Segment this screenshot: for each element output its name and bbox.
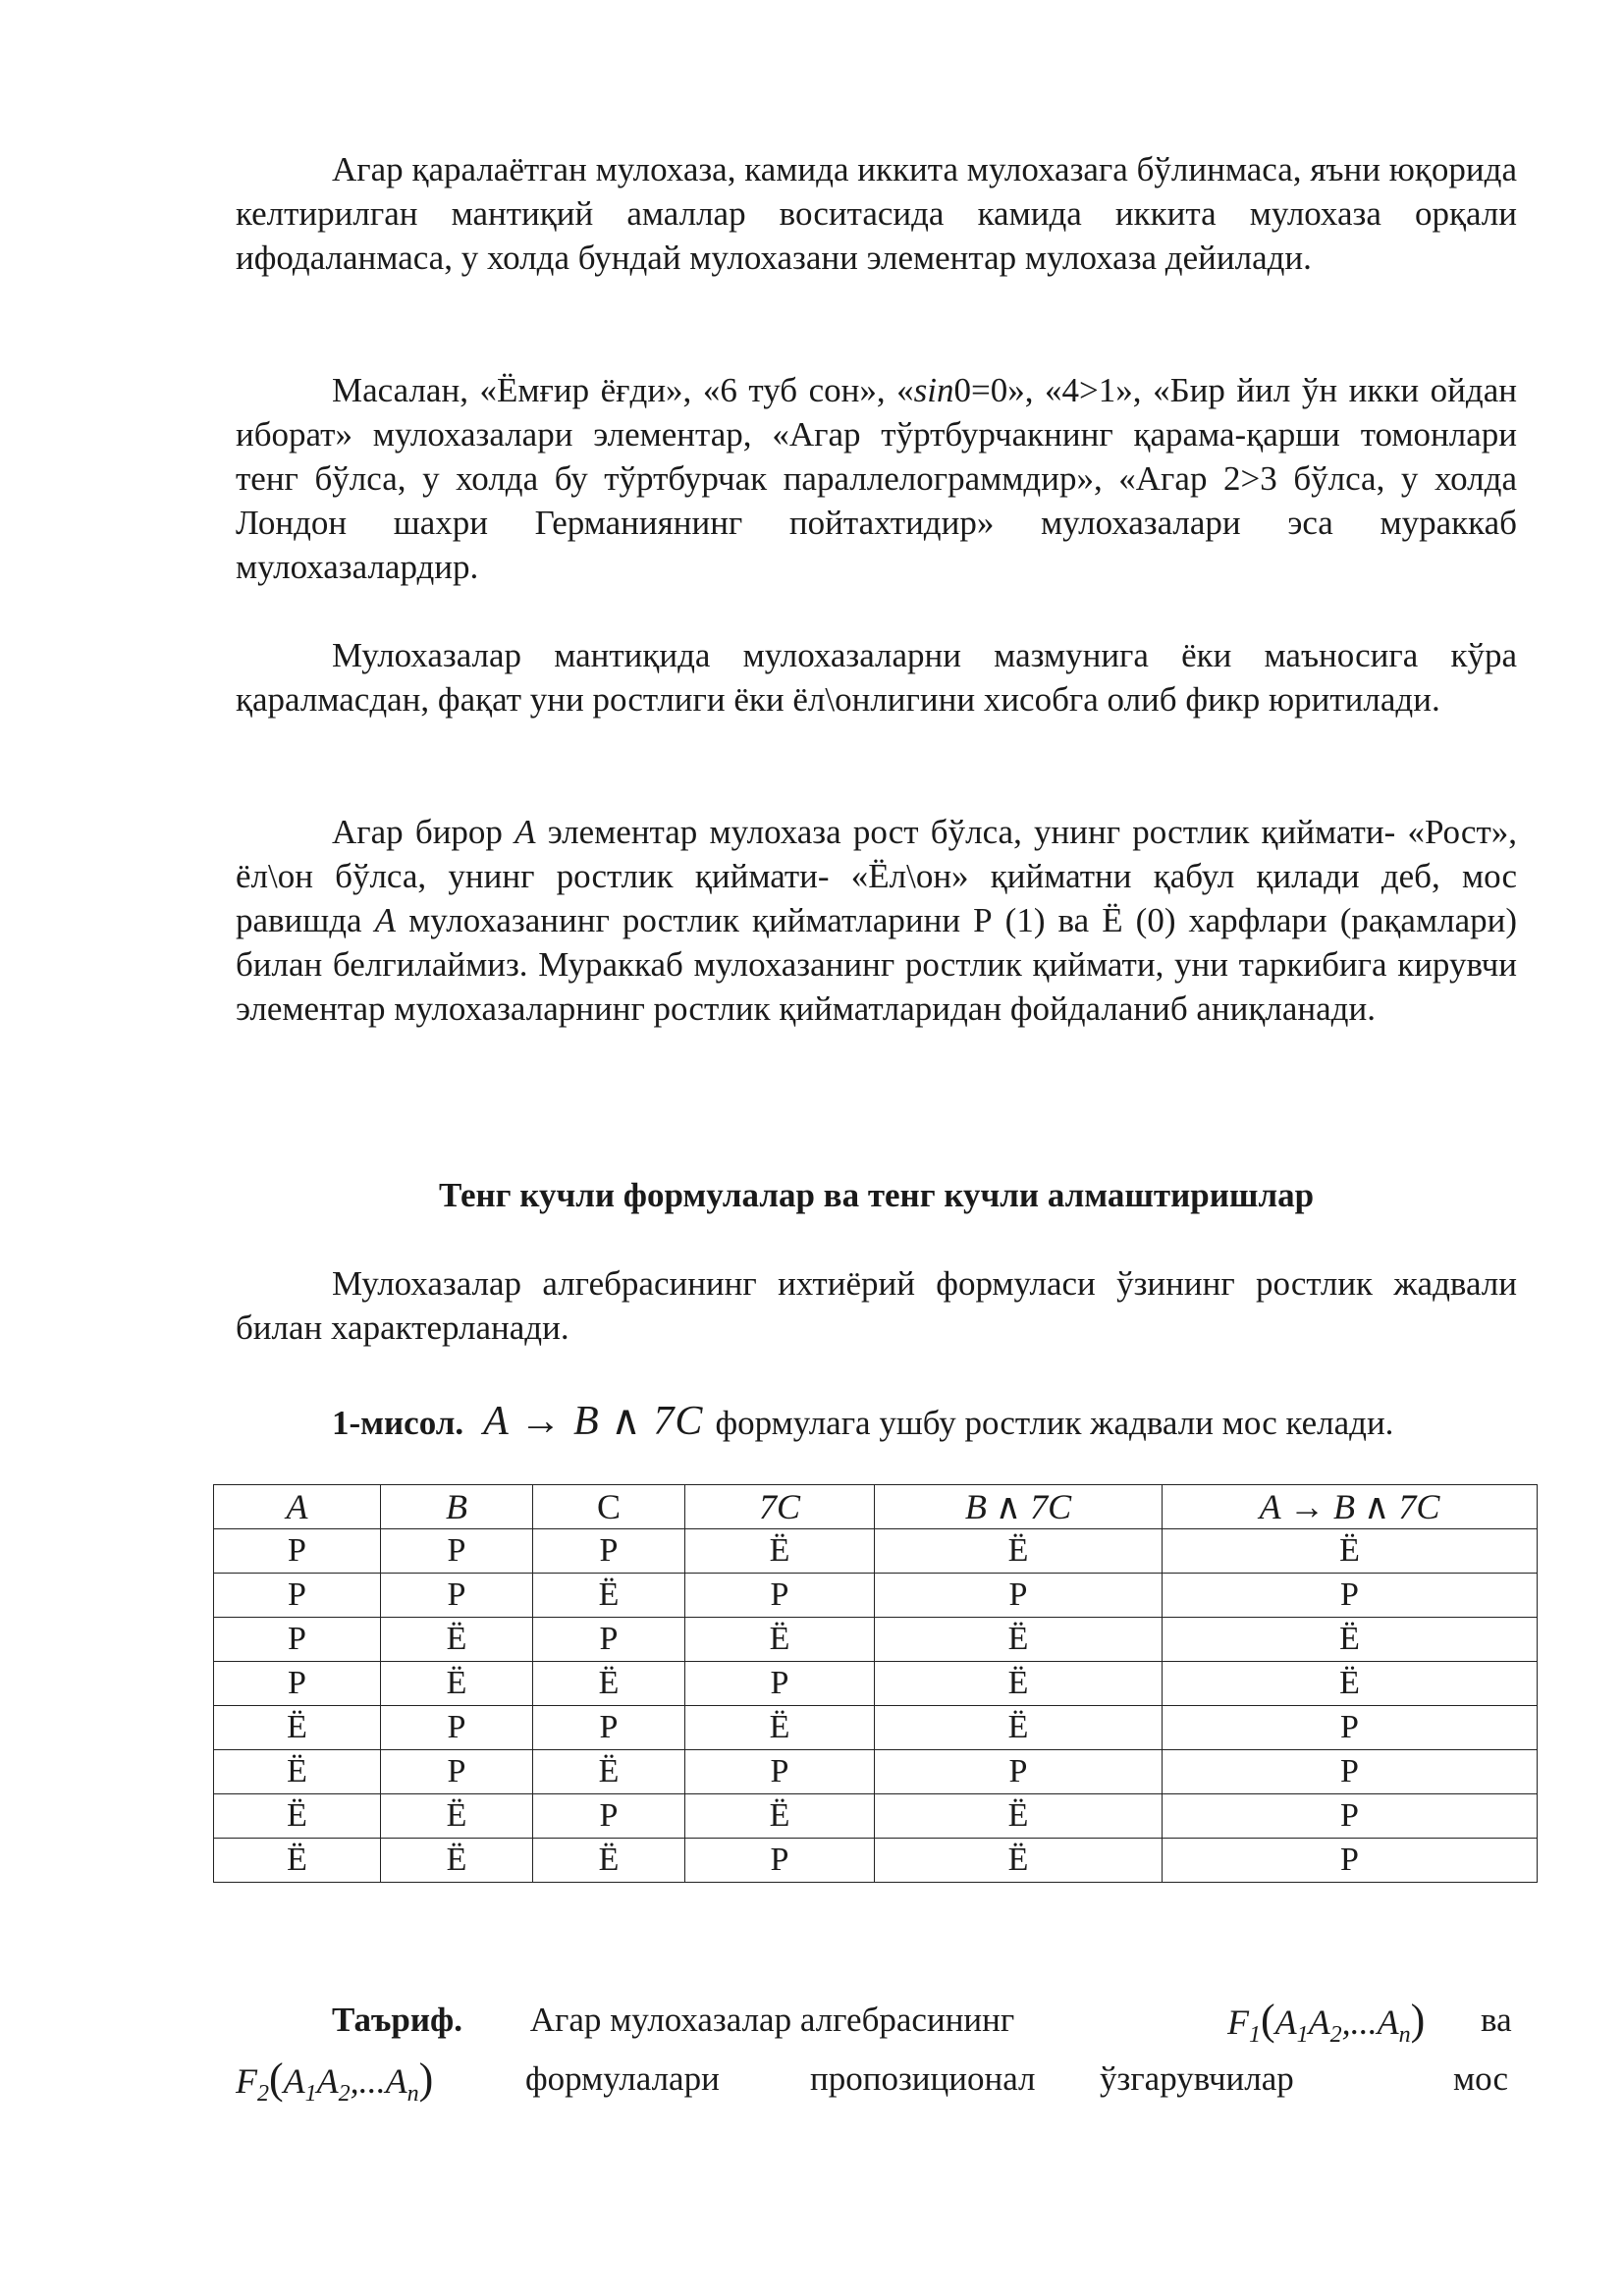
header-cell-b: B [381, 1485, 533, 1529]
table-cell: Ё [1163, 1662, 1538, 1706]
example-label: 1-мисол. [332, 1404, 464, 1442]
table-cell: Р [685, 1574, 875, 1618]
table-cell: Ё [533, 1662, 685, 1706]
paragraph-examples: Масалан, «Ёмғир ёғди», «6 туб сон», «sin0=0», «4>1», «Бир йил ўн икки ойдан иборат» мулохазалари элементар, «Агар тўртбурчакнинг қарама-қарши томонлари тенг бўлса, у холда бу тўртбурчак параллелограммдир», «Агар 2>3 бўлса, у холда Лондон шахри Германиянинг пойтахтидир» мулохазалари эса мураккаб мулохазалардир. [236, 371, 1517, 586]
table-cell: Ё [381, 1618, 533, 1662]
definition-line-1 [236, 1993, 1517, 2047]
header-cell-a: A [214, 1485, 381, 1529]
table-cell: Р [1163, 1839, 1538, 1883]
table-cell: Ё [214, 1839, 381, 1883]
table-cell: Ё [381, 1794, 533, 1839]
header-cell-not-c: 7C [685, 1485, 875, 1529]
header-cell-c: C [533, 1485, 685, 1529]
table-cell: Ё [875, 1529, 1163, 1574]
table-cell: Р [1163, 1794, 1538, 1839]
formula-f2: $F_2(A_1A_2,...A_n)$ [236, 2055, 434, 2108]
table-cell: Ё [533, 1750, 685, 1794]
table-cell: Ё [381, 1839, 533, 1883]
table-cell: Р [875, 1750, 1163, 1794]
table-cell: Р [381, 1529, 533, 1574]
table-cell: Ё [685, 1794, 875, 1839]
table-cell: Ё [214, 1750, 381, 1794]
paragraph-truth-values: Агар бирор А элементар мулохаза рост бўлса, унинг ростлик қиймати- «Рост», ёл\он бўлса, унинг ростлик қиймати- «Ёл\он» қийматни қабул қилади деб, мос равишда А мулохазанинг ростлик қийматларини Р (1) ва Ё (0) харфлари (рақамлари) билан белгилаймиз. Мураккаб мулохазанинг ростлик қиймати, уни таркибига кирувчи элементар мулохазаларнинг ростлик қийматларидан фойдаланиб аниқланади. [236, 813, 1517, 1028]
definition-and: ва [1481, 2001, 1512, 2039]
table-cell: Ё [875, 1794, 1163, 1839]
table-body [214, 1529, 1538, 1883]
table-cell: Ё [875, 1662, 1163, 1706]
table-cell: Р [685, 1750, 875, 1794]
paragraph-logic-truth: Мулохазалар мантиқида мулохазаларни мазмунига ёки маъносига кўра қаралмасдан, фақат уни ростлиги ёки ёл\онлигини хисобга олиб фикр юритилади. [236, 636, 1517, 719]
definition-text-1: Агар мулохазалар алгебрасининг [529, 2001, 1015, 2039]
definition-label: Таъриф. [332, 2001, 462, 2039]
definition-text-2a: формулалари [525, 2059, 720, 2098]
header-cell-implication: A → B ∧ 7C [1163, 1485, 1538, 1529]
table-cell: Ё [381, 1662, 533, 1706]
table-cell: Р [875, 1574, 1163, 1618]
table-cell: Ё [875, 1706, 1163, 1750]
table-row [214, 1618, 1538, 1662]
table-cell: Р [1163, 1706, 1538, 1750]
table-row [214, 1662, 1538, 1706]
table-row [214, 1794, 1538, 1839]
table-cell: Ё [1163, 1618, 1538, 1662]
table-cell: Ё [685, 1529, 875, 1574]
table-cell: Ё [685, 1706, 875, 1750]
table-cell: Ё [533, 1574, 685, 1618]
table-row [214, 1750, 1538, 1794]
table-cell: Р [533, 1706, 685, 1750]
table-cell: Р [685, 1839, 875, 1883]
table-cell: Ё [1163, 1529, 1538, 1574]
section-heading: Тенг кучли формулалар ва тенг кучли алмаштиришлар [438, 1176, 1315, 1214]
table-cell: Р [533, 1529, 685, 1574]
table-cell: Р [533, 1794, 685, 1839]
definition-text-2c: ўзгарувчилар [1100, 2059, 1294, 2098]
table-cell: Р [214, 1529, 381, 1574]
formula-f1: $F_1(A_1A_2,...A_n)$ [1227, 1996, 1426, 2049]
table-cell: Ё [214, 1706, 381, 1750]
table-cell: Р [214, 1618, 381, 1662]
definition-text-2b: пропозиционал [810, 2059, 1036, 2098]
table-row [214, 1706, 1538, 1750]
table-cell: Р [214, 1662, 381, 1706]
table-cell: Р [214, 1574, 381, 1618]
table-cell: Ё [214, 1794, 381, 1839]
table-cell: Р [685, 1662, 875, 1706]
table-header-row [214, 1485, 1538, 1529]
example-line [332, 1392, 1393, 1453]
table-row [214, 1574, 1538, 1618]
table-cell: Р [533, 1618, 685, 1662]
example-formula: A → B ∧ 7C [483, 1399, 704, 1444]
table-cell: Р [381, 1750, 533, 1794]
table-row [214, 1839, 1538, 1883]
table-cell: Р [1163, 1574, 1538, 1618]
paragraph-formula-intro: Мулохазалар алгебрасининг ихтиёрий формуласи ўзининг ростлик жадвали билан характерланади. [236, 1264, 1517, 1347]
table-cell: Ё [875, 1618, 1163, 1662]
table-cell: Р [1163, 1750, 1538, 1794]
paragraph-elementary-definition: Агар қаралаётган мулохаза, камида иккита мулохазага бўлинмаса, яъни юқорида келтирилган мантиқий амаллар воситасида камида иккита мулохаза орқали ифодаланмаса, у холда бундай мулохазани элементар мулохаза дейилади. [236, 150, 1517, 277]
table-cell: Ё [533, 1839, 685, 1883]
header-cell-b-and-not-c: B ∧ 7C [875, 1485, 1163, 1529]
definition-text-2d: мос [1453, 2059, 1509, 2098]
table-cell: Р [381, 1706, 533, 1750]
table-cell: Ё [685, 1618, 875, 1662]
truth-table [213, 1484, 1538, 1883]
example-text: формулага ушбу ростлик жадвали мос келади. [715, 1404, 1394, 1442]
table-cell: Ё [875, 1839, 1163, 1883]
table-cell: Р [381, 1574, 533, 1618]
table-row [214, 1529, 1538, 1574]
